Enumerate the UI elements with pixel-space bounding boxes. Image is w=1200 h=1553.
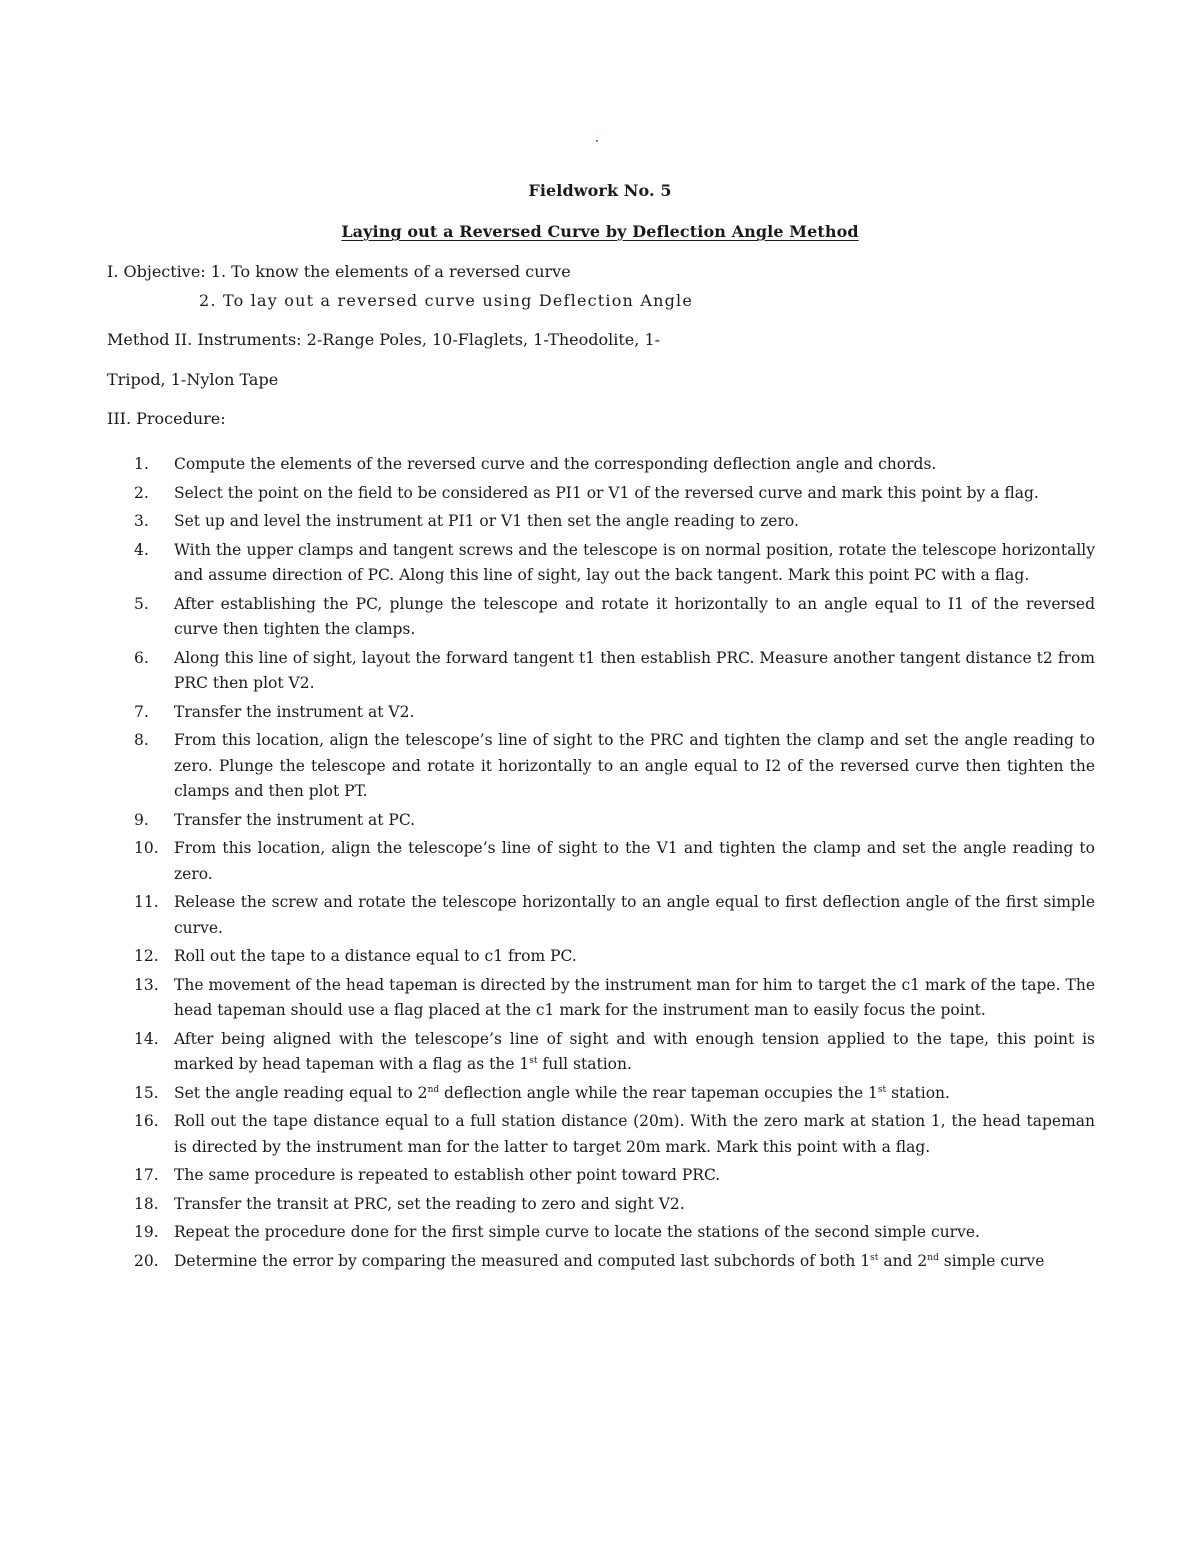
step-number-text: 15. <box>134 1083 159 1102</box>
objective-line-2: 2. To lay out a reversed curve using Deflection Angle <box>199 291 694 310</box>
step-text: Compute the elements of the reversed curve and the corresponding deflection angle and chords. <box>174 455 937 473</box>
step-number <box>107 1163 174 1189</box>
step-number-text: 7. <box>134 702 149 721</box>
step-text <box>174 1081 1095 1107</box>
step-text: From this location, align the telescope’s line of sight to the V1 and tighten the clamp and set the angle reading to zero. <box>174 839 1095 883</box>
procedure-step <box>107 1027 1095 1078</box>
step-number-text: 16. <box>134 1112 159 1130</box>
step-text: Along this line of sight, layout the forward tangent t1 then establish PRC. Measure another tangent distance t2 from PRC then plot V2. <box>174 648 1095 692</box>
instruments-line-2: Tripod, 1-Nylon Tape <box>107 370 279 389</box>
step-text: Roll out the tape distance equal to a full station distance (20m). With the zero mark at station 1, the head tapeman is directed by the instrument man for the latter to target 20m mark. Mark this point with a flag. <box>174 1112 1095 1156</box>
step-number-text: 12. <box>134 947 159 965</box>
step-text <box>174 1027 1095 1078</box>
document-subtitle: Laying out a Reversed Curve by Deflection Angle Method <box>341 222 859 241</box>
step-text: Transfer the instrument at V2. <box>174 702 415 721</box>
procedure-step <box>107 890 1095 941</box>
procedure-step <box>107 728 1095 805</box>
step-text-part: simple curve <box>938 1251 1045 1270</box>
instruments-line-1: Method II. Instruments: 2-Range Poles, 10-Flaglets, 1-Theodolite, 1- <box>107 330 661 349</box>
objective-line-1: I. Objective: 1. To know the elements of a reversed curve <box>107 262 571 281</box>
step-text-part: and 2 <box>878 1251 928 1270</box>
procedure-step <box>107 973 1095 1024</box>
step-text: Transfer the instrument at PC. <box>174 810 416 829</box>
step-number <box>107 646 174 697</box>
step-text: Release the screw and rotate the telescope horizontally to an angle equal to first deflection angle of the first simple curve. <box>174 893 1095 937</box>
ordinal-suffix: st <box>529 1055 538 1066</box>
document-title: Fieldwork No. 5 <box>528 181 672 200</box>
step-text: From this location, align the telescope’s line of sight to the PRC and tighten the clamp and set the angle reading to zero. Plunge the telescope and rotate it horizontally to an angle equal to I2 of the reversed curve then tighten the clamps and then plot PT. <box>174 731 1095 800</box>
procedure-step <box>107 1109 1095 1160</box>
step-number <box>107 592 174 643</box>
step-number-text: 4. <box>134 540 149 559</box>
step-number <box>107 944 174 970</box>
step-text-part: Determine the error by comparing the measured and computed last subchords of both 1 <box>174 1251 871 1270</box>
step-number-text: 13. <box>134 975 159 994</box>
step-number-text: 1. <box>134 455 149 473</box>
step-number <box>107 728 174 805</box>
step-number <box>107 973 174 1024</box>
step-text: The same procedure is repeated to establish other point toward PRC. <box>174 1166 721 1184</box>
step-number-text: 9. <box>134 810 149 829</box>
step-number-text: 17. <box>134 1166 159 1184</box>
procedure-step <box>107 592 1095 643</box>
procedure-step <box>107 1249 1095 1275</box>
procedure-step <box>107 1163 1095 1189</box>
step-number <box>107 1027 174 1078</box>
step-text: Transfer the transit at PRC, set the reading to zero and sight V2. <box>174 1194 685 1213</box>
step-text-part: After being aligned with the telescope’s line of sight and with enough tension applied to the tape, this point is marked by head tapeman with a flag as the 1 <box>174 1029 1095 1073</box>
procedure-step <box>107 1081 1095 1107</box>
step-number-text: 3. <box>134 512 149 530</box>
step-number <box>107 700 174 726</box>
step-text: Roll out the tape to a distance equal to c1 from PC. <box>174 947 577 965</box>
procedure-step <box>107 481 1095 507</box>
step-number-text: 10. <box>134 839 159 857</box>
step-number <box>107 538 174 589</box>
procedure-step <box>107 944 1095 970</box>
step-number <box>107 452 174 478</box>
step-number <box>107 481 174 507</box>
procedure-heading: III. Procedure: <box>107 409 226 428</box>
step-number <box>107 1249 174 1275</box>
step-number <box>107 509 174 535</box>
step-text: The movement of the head tapeman is directed by the instrument man for him to target the c1 mark of the tape. The head tapeman should use a flag placed at the c1 mark for the instrument man to easily focus the point. <box>174 975 1095 1019</box>
step-number <box>107 1109 174 1160</box>
step-number-text: 14. <box>134 1029 159 1048</box>
procedure-step <box>107 1192 1095 1218</box>
procedure-step <box>107 700 1095 726</box>
procedure-step <box>107 646 1095 697</box>
step-number-text: 18. <box>134 1194 159 1213</box>
step-text <box>174 1249 1095 1275</box>
step-number <box>107 836 174 887</box>
red-dot-mark <box>596 140 598 142</box>
procedure-step <box>107 509 1095 535</box>
step-number-text: 2. <box>134 483 149 502</box>
procedure-step <box>107 836 1095 887</box>
step-number-text: 8. <box>134 731 149 749</box>
ordinal-suffix: st <box>877 1084 887 1095</box>
step-number <box>107 1192 174 1218</box>
step-number <box>107 890 174 941</box>
procedure-step <box>107 808 1095 834</box>
step-text: Select the point on the field to be considered as PI1 or V1 of the reversed curve and mark this point by a flag. <box>174 483 1039 502</box>
step-text: Repeat the procedure done for the first simple curve to locate the stations of the second simple curve. <box>174 1223 980 1241</box>
ordinal-suffix: nd <box>927 1252 939 1263</box>
step-number-text: 19. <box>134 1223 159 1241</box>
step-number <box>107 1220 174 1246</box>
step-text: After establishing the PC, plunge the telescope and rotate it horizontally to an angle equal to I1 of the reversed curve then tighten the clamps. <box>174 594 1095 638</box>
procedure-step <box>107 538 1095 589</box>
ordinal-suffix: nd <box>427 1084 440 1095</box>
step-text-part: Set the angle reading equal to 2 <box>174 1083 428 1102</box>
procedure-step <box>107 1220 1095 1246</box>
step-text: With the upper clamps and tangent screws and the telescope is on normal position, rotate the telescope horizontally and assume direction of PC. Along this line of sight, lay out the back tangent. Mark this point PC with a flag. <box>174 540 1095 584</box>
step-number-text: 6. <box>134 648 149 667</box>
procedure-steps-list <box>107 452 1095 1277</box>
step-text-part: station. <box>886 1083 950 1102</box>
step-text-part: full station. <box>537 1055 632 1073</box>
step-number-text: 20. <box>134 1251 159 1270</box>
step-text-part: deflection angle while the rear tapeman occupies the 1 <box>439 1083 878 1102</box>
ordinal-suffix: st <box>870 1252 879 1263</box>
procedure-step <box>107 452 1095 478</box>
step-text: Set up and level the instrument at PI1 or V1 then set the angle reading to zero. <box>174 512 799 530</box>
step-number-text: 11. <box>134 893 159 911</box>
step-number <box>107 1081 174 1107</box>
step-number-text: 5. <box>134 594 149 613</box>
step-number <box>107 808 174 834</box>
